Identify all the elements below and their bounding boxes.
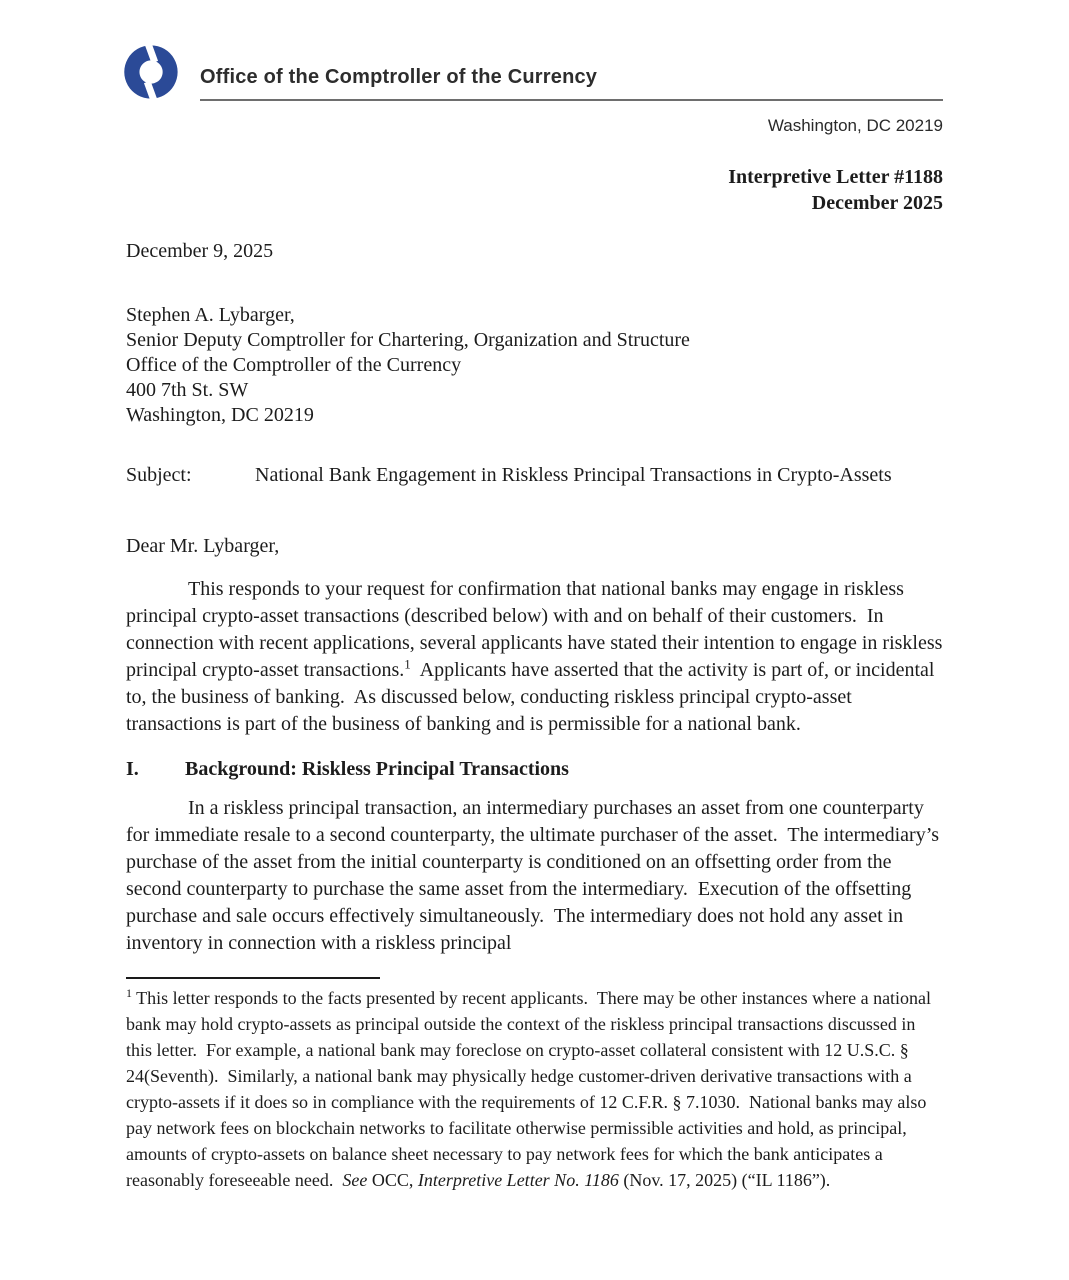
letter-date: December 9, 2025 (126, 240, 274, 262)
paragraph-2: In a riskless principal transaction, an intermediary purchases an asset from one counterparty for immediate resale to a second counterparty, the ultimate purchaser of the asset. The intermediary’s purchase of the asset from the initial counterparty is conditioned on an offsetting order from the second counterparty to purchase the same asset from the intermediary. Execution of the offsetting purchase and sale occurs effectively simultaneously. The intermediary does not hold any asset in inventory in connection with a riskless principal (126, 797, 945, 954)
letter-month: December 2025 (811, 192, 943, 214)
section-1-title: Background: Riskless Principal Transactions (185, 758, 569, 780)
recipient-line: Stephen A. Lybarger, (126, 304, 295, 326)
footnote-text: OCC, (367, 1170, 418, 1190)
paragraph-1 (126, 576, 948, 738)
footnote-text: (Nov. 17, 2025) (“IL 1186”). (618, 1170, 831, 1190)
paragraph-1-text-after: Applicants have asserted that the activity is part of, or incidental to, the business of banking. As discussed below, conducting riskless principal crypto-asset transactions is part of the business of banking and is permissible for a national bank. (126, 659, 940, 735)
footnote-text: This letter responds to the facts presented by recent applicants. There may be other instances where a national bank may hold crypto-assets as principal outside the context of the riskless principal transactions discussed in this letter. For example, a national bank may foreclose on crypto-asset collateral consistent with 12 U.S.C. § 24(Seventh). Similarly, a national bank may physically hedge customer-driven derivative transactions with a crypto-assets if it does so in compliance with the requirements of 12 C.F.R. § 7.1030. National banks may also pay network fees on blockchain networks to facilitate otherwise permissible activities and hold, as principal, amounts of crypto-assets on balance sheet necessary to pay network fees for which the bank anticipates a reasonably foreseeable need. (126, 988, 936, 1190)
masthead (122, 0, 943, 104)
subject-line (126, 464, 943, 487)
subject-text: National Bank Engagement in Riskless Principal Transactions in Crypto-Assets (255, 464, 892, 486)
paragraph-1-text-before: This responds to your request for confirmation that national banks may engage in riskless principal crypto-asset transactions (described below) with and on behalf of their customers. In connection with recent applications, several applicants have stated their intention to engage in riskless principal crypto-asset transactions. (126, 578, 948, 681)
recipient-line: 400 7th St. SW (126, 379, 249, 401)
recipient-line: Washington, DC 20219 (126, 404, 314, 426)
agency-name: Office of the Comptroller of the Currency (200, 66, 598, 88)
recipient-line: Office of the Comptroller of the Currency (126, 354, 462, 376)
footnote-separator (126, 977, 380, 979)
footnote-letter-citation: Interpretive Letter No. 1186 (417, 1170, 619, 1190)
section-1-heading (126, 758, 943, 781)
footnote-1 (126, 985, 943, 1193)
subject-label: Subject: (126, 464, 192, 486)
recipient-line: Senior Deputy Comptroller for Chartering, Organization and Structure (126, 329, 690, 351)
occ-logo-icon (122, 40, 180, 104)
salutation: Dear Mr. Lybarger, (126, 535, 280, 557)
letter-number: Interpretive Letter #1188 (728, 166, 943, 188)
masthead-rule (200, 66, 943, 101)
letter-meta (126, 164, 943, 216)
footnote-see-citation: See (342, 1170, 368, 1190)
footnote-marker: 1 (126, 986, 132, 1000)
recipient-address (126, 303, 943, 428)
agency-location: Washington, DC 20219 (767, 116, 943, 135)
section-1-number: I. (126, 758, 139, 780)
footnote-reference: 1 (404, 656, 411, 672)
